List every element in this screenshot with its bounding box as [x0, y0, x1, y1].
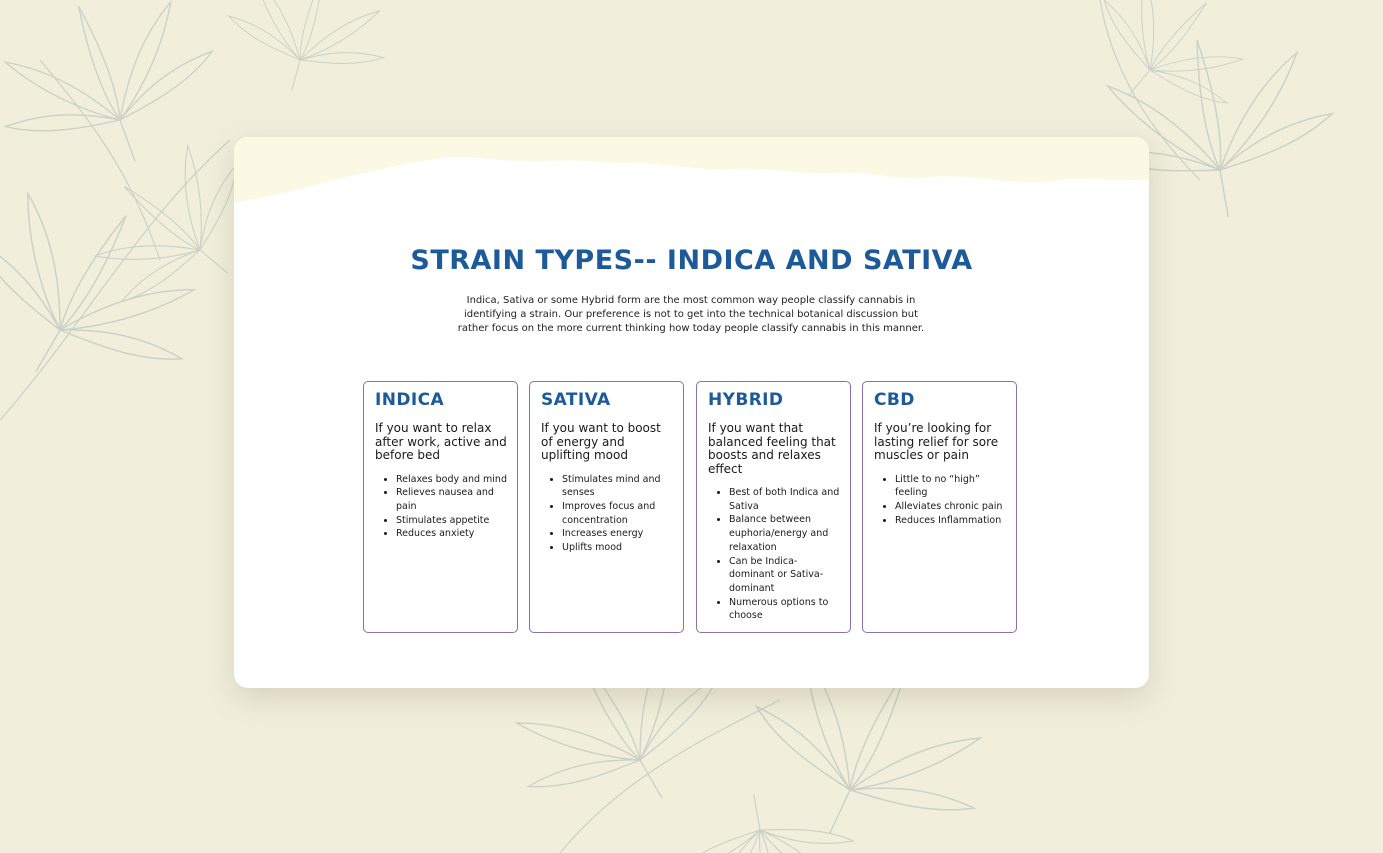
list-item: • Numerous options to choose — [729, 596, 840, 623]
card-title: INDICA — [375, 390, 445, 410]
list-item: • Stimulates appetite — [396, 514, 507, 528]
strain-cards — [363, 381, 1021, 636]
list-item: • Little to no “high” feeling — [895, 473, 1006, 500]
list-item: • Balance between euphoria/energy and relaxation — [729, 513, 840, 554]
card-lead: If you want to boost of energy and uplifting mood — [541, 421, 661, 462]
card-sativa — [529, 381, 684, 633]
intro-text: Indica, Sativa or some Hybrid form are the most common way people classify cannabis in identifying a strain. Our preference is not to get into the technical botanical discussion but rather focus on the more current thinking how today people classify cannabis in this manner. — [457, 295, 925, 334]
benefit-list — [541, 473, 673, 555]
list-item: • Increases energy — [562, 527, 673, 541]
card-hybrid — [696, 381, 851, 633]
list-item: • Stimulates mind and senses — [562, 473, 673, 500]
list-item: • Reduces anxiety — [396, 527, 507, 541]
list-item: • Improves focus and concentration — [562, 500, 673, 527]
card-cbd — [862, 381, 1017, 633]
card-indica — [363, 381, 518, 633]
list-item: • Uplifts mood — [562, 541, 673, 555]
list-item: • Relaxes body and mind — [396, 473, 507, 487]
card-title: CBD — [874, 390, 915, 410]
card-lead: If you want that balanced feeling that boosts and relaxes effect — [708, 421, 836, 476]
list-item: • Can be Indica-dominant or Sativa-dominant — [729, 555, 840, 596]
content-panel — [234, 137, 1149, 688]
card-lead: If you’re looking for lasting relief for sore muscles or pain — [874, 421, 999, 462]
benefit-list — [708, 486, 840, 623]
list-item: • Reduces Inflammation — [895, 514, 1006, 528]
benefit-list — [874, 473, 1006, 528]
card-title: HYBRID — [708, 390, 784, 410]
list-item: • Alleviates chronic pain — [895, 500, 1006, 514]
page-title: STRAIN TYPES-- INDICA AND SATIVA — [410, 245, 973, 276]
list-item: • Relieves nausea and pain — [396, 486, 507, 513]
card-lead: If you want to relax after work, active and before bed — [375, 421, 507, 462]
benefit-list — [375, 473, 507, 542]
card-title: SATIVA — [541, 390, 611, 410]
list-item: • Best of both Indica and Sativa — [729, 486, 840, 513]
torn-paper-edge — [234, 137, 1149, 207]
